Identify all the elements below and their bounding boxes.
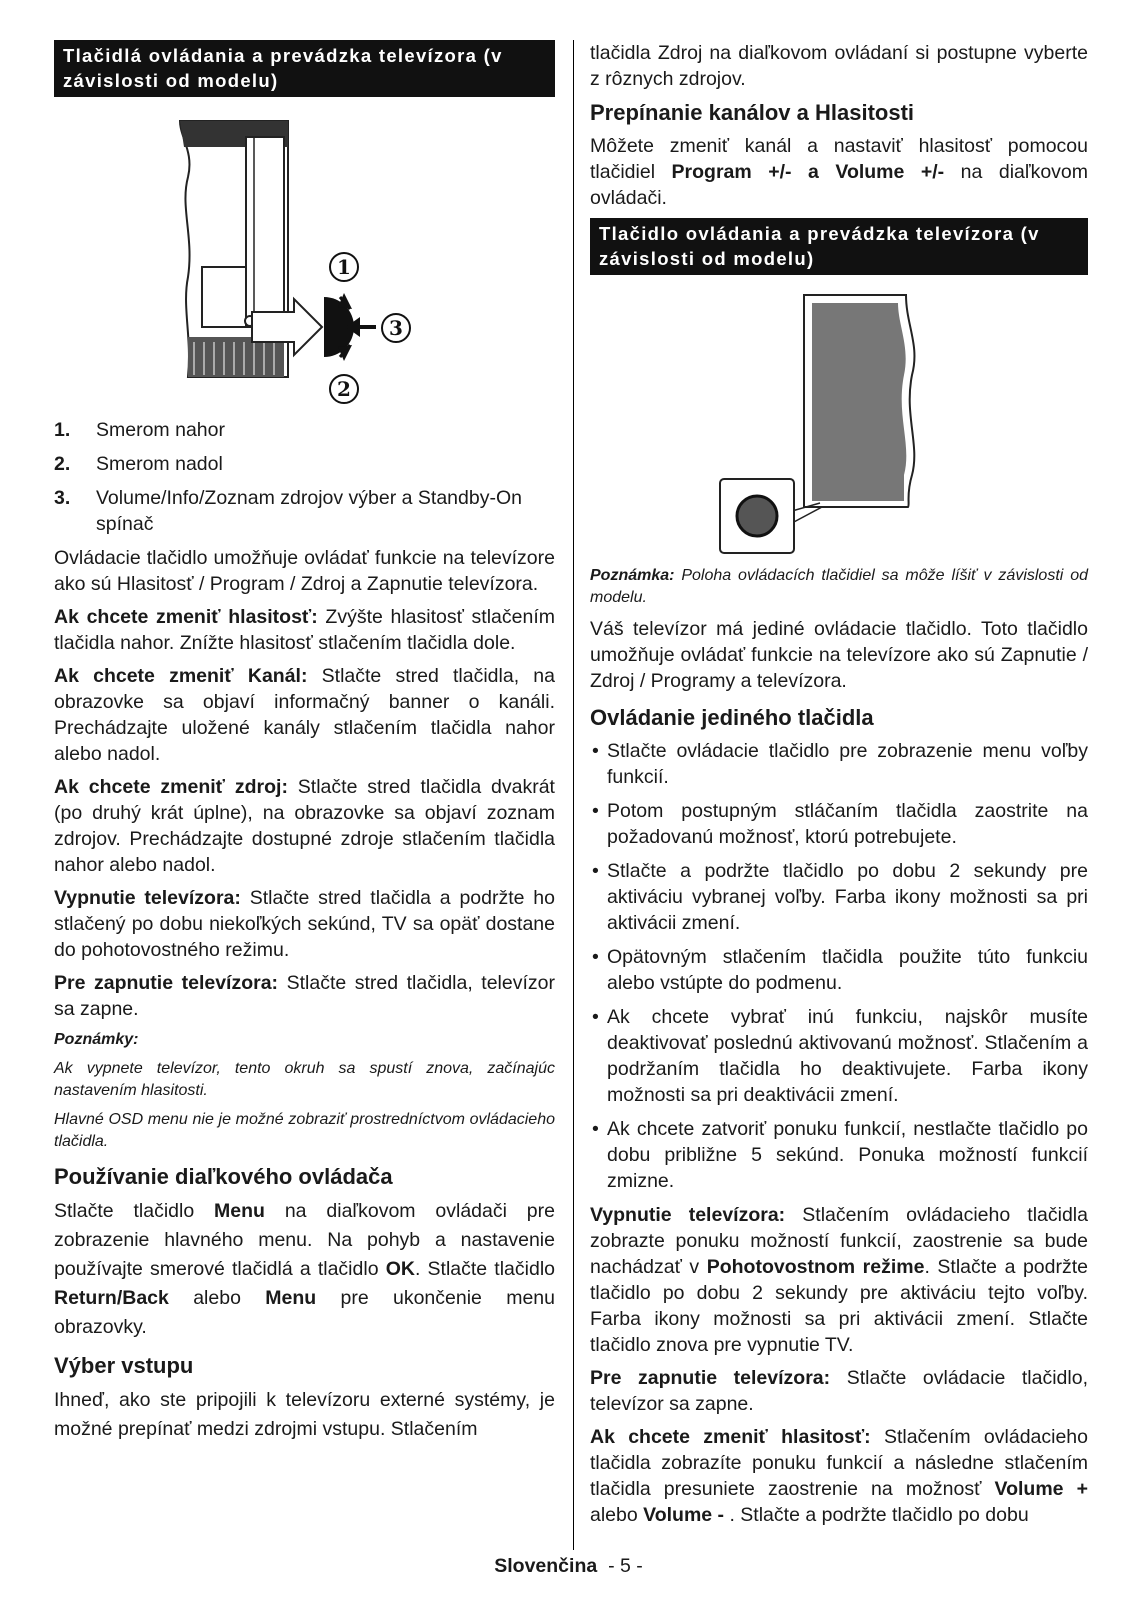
channels-heading: Prepínanie kanálov a Hlasitosti [590,100,915,125]
section-banner-buttons: Tlačidlá ovládania a prevádzka televízora (v závislosti od modelu) [54,40,555,97]
remote-heading: Používanie diaľkového ovládača [54,1164,393,1189]
single-button-bullets [590,738,1088,1194]
source-paragraph: Ak chcete zmeniť zdroj: Stlačte stred tlačidla dvakrát (po druhý krát úplne), na obrazovke sa objaví zoznam zdrojov. Prechádzajte dostupné zdroje stlačením tlačidla nahor alebo nadol. [54,776,555,876]
page-number: - 5 - [608,1555,643,1577]
input-paragraph: Ihneď, ako ste pripojili k televízoru externé systémy, je možné prepínať medzi zdrojmi vstupu. Stlačením [54,1389,555,1440]
svg-text:2: 2 [337,377,351,401]
list-item: • Ak chcete zatvoriť ponuku funkcií, nestlačte tlačidlo po dobu približne 5 sekúnd. Ponuka možností funkcií zmizne. [590,1116,1088,1194]
tv-side-control-illustration [54,97,555,409]
channel-paragraph: Ak chcete zmeniť Kanál: Stlačte stred tlačidla, na obrazovke sa objaví informačný banner o kanáli. Prechádzajte uložené kanály stlačením tlačidla nahor alebo nadol. [54,665,555,765]
position-note: Poznámka: Poloha ovládacích tlačidiel sa môže líšiť v závislosti od modelu. [590,567,1088,606]
footer-language: Slovenčina [494,1555,598,1577]
single-intro-paragraph: Váš televízor má jediné ovládacie tlačidlo. Toto tlačidlo umožňuje ovládať funkcie na televízore ako sú Zapnutie / Zdroj / Programy a televízora. [590,618,1088,692]
svg-text:3: 3 [389,316,403,340]
list-item: 2. Smerom nadol [54,453,223,475]
tv-single-button-illustration [590,275,1088,565]
intro-paragraph: Ovládacie tlačidlo umožňuje ovládať funkcie na televízore ako sú Hlasitosť / Program / Zdroj a Zapnutie televízora. [54,547,555,595]
volume-paragraph: Ak chcete zmeniť hlasitosť: Stlačením ovládacieho tlačidla zobrazíte ponuku funkcií a následne stlačením tlačidla presuniete zaostrenie na možnosť Volume + alebo Volume - . Stlačte a podržte tlačidlo po dobu [590,1426,1089,1526]
callout-1 [330,253,358,281]
list-item: 3. Volume/Info/Zoznam zdrojov výber a Standby-On spínač [54,487,522,535]
power-on-paragraph: Pre zapnutie televízora: Stlačte ovládacie tlačidlo, televízor sa zapne. [590,1367,1088,1415]
list-item: • Opätovným stlačením tlačidla použite túto funkciu alebo vstúpte do podmenu. [590,944,1088,996]
note-2: Hlavné OSD menu nie je možné zobraziť prostredníctvom ovládacieho tlačidla. [54,1111,555,1150]
input-heading: Výber vstupu [54,1353,194,1378]
callout-2 [330,375,358,403]
single-button-figure [590,275,1088,565]
right-column [590,40,1088,1535]
left-column [54,40,555,1451]
volume-paragraph: Ak chcete zmeniť hlasitosť: Zvýšte hlasitosť stlačením tlačidla nahor. Znížte hlasitosť stlačením tlačidla dole. [54,606,555,654]
list-item: • Stlačte ovládacie tlačidlo pre zobrazenie menu voľby funkcií. [590,738,1088,790]
tv-buttons-figure [54,97,555,409]
column-divider [573,40,574,1550]
notes-title: Poznámky: [54,1031,139,1048]
note-1: Ak vypnete televízor, tento okruh sa spustí znova, začínajúc nastavením hlasitosti. [54,1060,555,1099]
channels-paragraph: Môžete zmeniť kanál a nastaviť hlasitosť pomocou tlačidiel Program +/- a Volume +/- na diaľkovom ovládači. [590,135,1089,209]
remote-paragraph: Stlačte tlačidlo Menu na diaľkovom ovládači pre zobrazenie hlavného menu. Na pohyb a nastavenie používajte smerové tlačidlá a tlačidlo OK. Stlačte tlačidlo Return/Back alebo Menu pre ukončenie menu obrazovky. [54,1200,555,1338]
list-item: • Stlačte a podržte tlačidlo po dobu 2 sekundy pre aktiváciu vybranej voľby. Farba ikony možnosti sa pri aktivácii zmení. [590,858,1088,936]
callout-3 [382,314,410,342]
power-off-paragraph: Vypnutie televízora: Stlačte stred tlačidla a podržte ho stlačený po dobu niekoľkých sekúnd, TV sa opäť dostane do pohotovostného režimu. [54,887,555,961]
list-item: • Potom postupným stláčaním tlačidla zaostrite na požadovanú možnosť, ktorú potrebujete. [590,798,1088,850]
svg-text:1: 1 [337,255,351,279]
buttons-list [54,417,555,537]
continued-paragraph: tlačidla Zdroj na diaľkovom ovládaní si postupne vyberte z rôznych zdrojov. [590,42,1088,90]
section-banner-single-button: Tlačidlo ovládania a prevádzka televízora (v závislosti od modelu) [590,218,1088,275]
power-off-paragraph: Vypnutie televízora: Stlačením ovládacieho tlačidla zobrazte ponuku možností funkcií, zaostrenie sa bude nachádzať v Pohotovostnom režime. Stlačte a podržte tlačidlo po dobu 2 sekundy pre aktiváciu tejto voľby. Farba ikony možnosti sa pri aktivácii zmení. Stlačte tlačidlo znova pre vypnutie TV. [590,1204,1088,1356]
power-on-paragraph: Pre zapnutie televízora: Stlačte stred tlačidla, televízor sa zapne. [54,972,555,1020]
page-footer [0,1553,1137,1579]
single-button-heading: Ovládanie jediného tlačidla [590,705,874,730]
list-item: • Ak chcete vybrať inú funkciu, najskôr musíte deaktivovať poslednú aktivovanú možnosť. Stlačením a podržaním tlačidla ho deaktivujete. Farba ikony možnosti sa pri deaktivácii zmení. [590,1004,1088,1108]
list-item: 1. Smerom nahor [54,419,225,441]
